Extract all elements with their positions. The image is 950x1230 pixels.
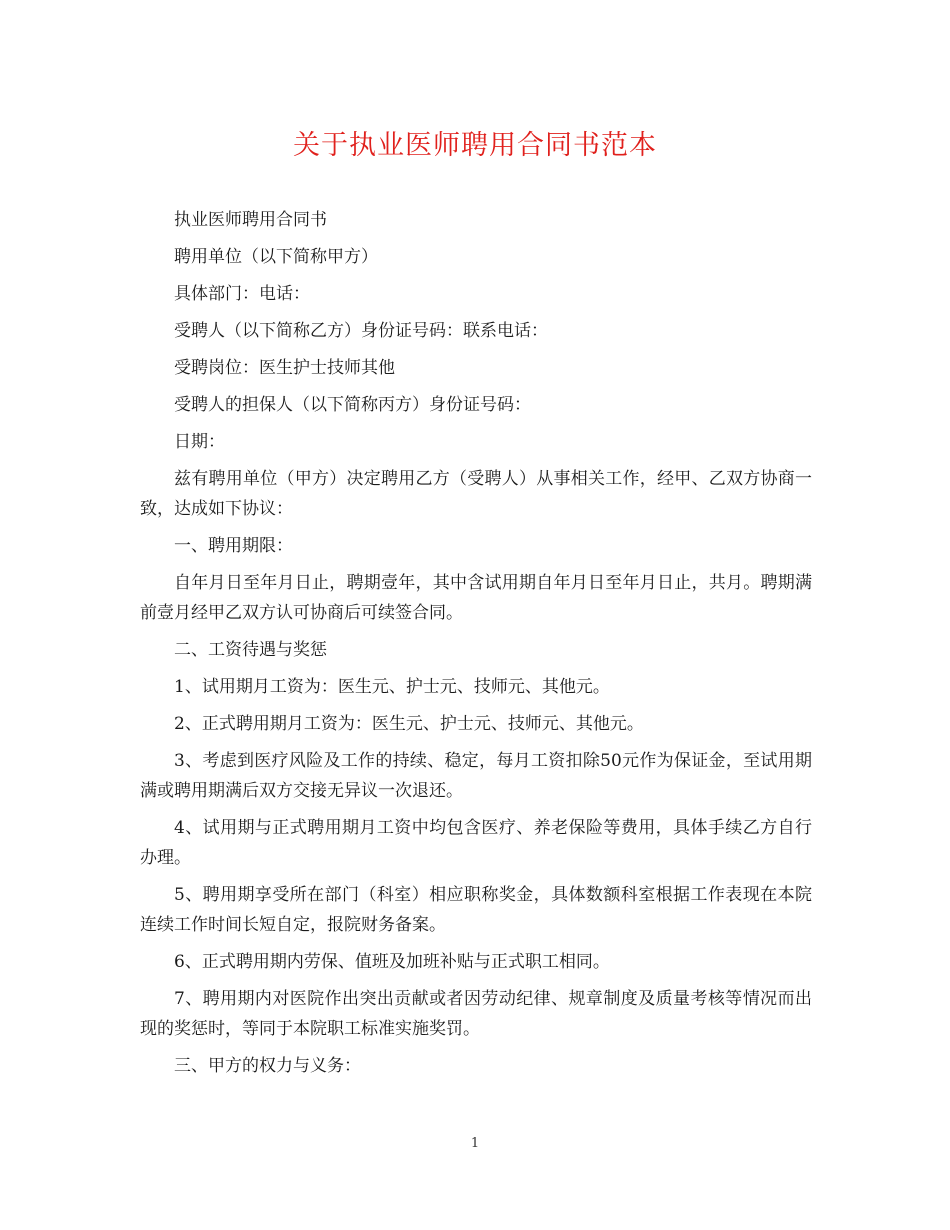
document-paragraph: 1、试用期月工资为：医生元、护士元、技师元、其他元。 <box>174 677 610 697</box>
document-paragraph: 6、正式聘用期内劳保、值班及加班补贴与正式职工相同。 <box>174 952 610 972</box>
document-body <box>140 205 812 1088</box>
document-paragraph: 日期： <box>174 432 225 452</box>
document-paragraph: 受聘人（以下简称乙方）身份证号码：联系电话： <box>174 321 548 341</box>
document-paragraph: 7、聘用期内对医院作出突出贡献或者因劳动纪律、规章制度及质量考核等情况而出现的奖惩时，等同于本院职工标准实施奖罚。 <box>140 989 812 1039</box>
document-paragraph: 三、甲方的权力与义务： <box>174 1056 361 1076</box>
document-title: 关于执业医师聘用合同书范本 <box>293 130 657 161</box>
document-paragraph: 执业医师聘用合同书 <box>174 210 327 230</box>
document-paragraph: 受聘人的担保人（以下简称丙方）身份证号码： <box>174 395 531 415</box>
document-paragraph: 受聘岗位：医生护士技师其他 <box>174 358 395 378</box>
document-paragraph: 具体部门：电话： <box>174 284 310 304</box>
page-number: 1 <box>470 1136 480 1151</box>
document-paragraph: 兹有聘用单位（甲方）决定聘用乙方（受聘人）从事相关工作，经甲、乙双方协商一致，达成如下协议： <box>140 469 812 519</box>
document-paragraph: 一、聘用期限： <box>174 536 293 556</box>
document-paragraph: 聘用单位（以下简称甲方） <box>174 247 378 267</box>
document-paragraph: 2、正式聘用期月工资为：医生元、护士元、技师元、其他元。 <box>174 714 644 734</box>
document-paragraph: 自年月日至年月日止，聘期壹年，其中含试用期自年月日至年月日止，共月。聘期满前壹月经甲乙双方认可协商后可续签合同。 <box>140 573 812 623</box>
document-paragraph: 3、考虑到医疗风险及工作的持续、稳定，每月工资扣除50元作为保证金，至试用期满或聘用期满后双方交接无异议一次退还。 <box>140 751 812 801</box>
document-paragraph: 二、工资待遇与奖惩 <box>174 640 327 660</box>
document-paragraph: 5、聘用期享受所在部门（科室）相应职称奖金，具体数额科室根据工作表现在本院连续工作时间长短自定，报院财务备案。 <box>140 885 812 935</box>
document-paragraph: 4、试用期与正式聘用期月工资中均包含医疗、养老保险等费用，具体手续乙方自行办理。 <box>140 818 812 868</box>
